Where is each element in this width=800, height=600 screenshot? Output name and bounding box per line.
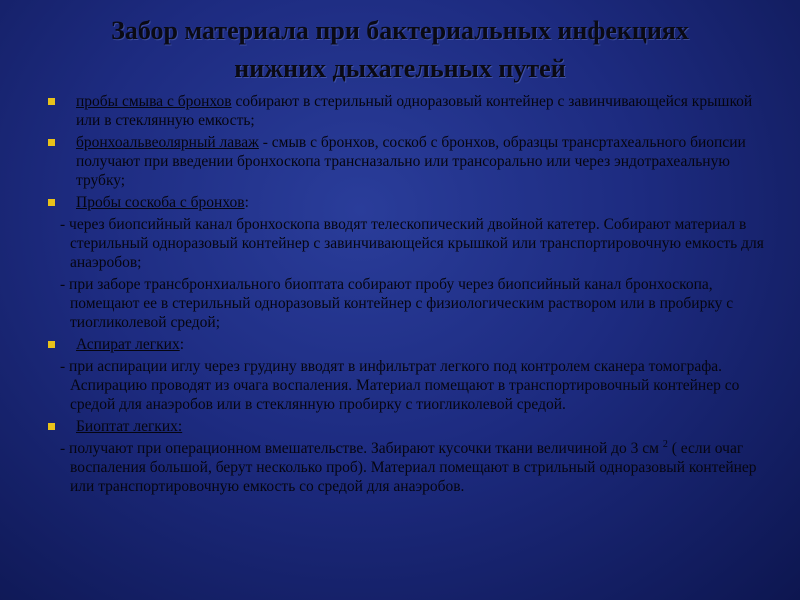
- bullet-square-icon: [48, 98, 55, 105]
- title-line-1: Забор материала при бактериальных инфекциях: [111, 16, 689, 45]
- item-heading: бронхоальвеолярный лаваж: [76, 134, 259, 151]
- list-item: [44, 133, 764, 190]
- list-item: [44, 335, 764, 354]
- superscript: 2: [662, 439, 668, 450]
- item-text: :: [244, 194, 249, 211]
- item-text: - смыв с бронхов, соскоб с бронхов, образцы трансртахеального биопсии получают при введении бронхоскопа трансназально или трансорально или через эндотрахеальную трубку;: [76, 134, 746, 189]
- sub-item-text-a: - получают при операционном вмешательстве. Забирают кусочки ткани величиной до 3 см: [60, 440, 659, 457]
- item-heading: Пробы соскоба с бронхов: [76, 194, 245, 211]
- sub-item: [44, 439, 764, 496]
- list-item: [44, 92, 764, 130]
- sub-item: - при аспирации иглу через грудину вводят в инфильтрат легкого под контролем сканера томографа. Аспирацию проводят из очага воспаления. Материал помещают в транспортировочный контейнер со средой для анаэробов или в стеклянную пробирку с тиогликолевой средой.: [60, 358, 740, 413]
- slide-title: [20, 12, 780, 88]
- list-item: [44, 417, 764, 436]
- item-heading: пробы смыва с бронхов: [76, 93, 232, 110]
- item-heading: Биоптат легких:: [76, 418, 183, 435]
- slide-content: [44, 92, 764, 499]
- bullet-square-icon: [48, 341, 55, 348]
- item-text: :: [179, 336, 185, 353]
- item-text: собирают в стерильный одноразовый контейнер с завинчивающейся крышкой или в стеклянную емкость;: [76, 93, 753, 129]
- bullet-square-icon: [48, 423, 55, 430]
- item-heading: Аспират легких: [76, 336, 180, 353]
- title-line-2: нижних дыхательных путей: [234, 54, 566, 83]
- bullet-square-icon: [48, 199, 55, 206]
- sub-item: - при заборе трансбронхиального биоптата собирают пробу через биопсийный канал бронхоскопа, помещают ее в стерильный одноразовый контейнер с физиологическим раствором или в пробирку с тиогликолевой средой;: [60, 276, 734, 331]
- list-item: [44, 193, 764, 212]
- sub-item-text-b: ( если очаг воспаления большой, берут несколько проб). Материал помещают в стрильный одноразовый контейнер или транспортировочную емкость со средой для анаэробов.: [70, 440, 757, 495]
- bullet-square-icon: [48, 139, 55, 146]
- sub-item: - через биопсийный канал бронхоскопа вводят телескопический двойной катетер. Собирают материал в стерильный одноразовый контейнер с завинчивающейся крышкой или транспортировочную емкость для анаэробов;: [60, 216, 764, 271]
